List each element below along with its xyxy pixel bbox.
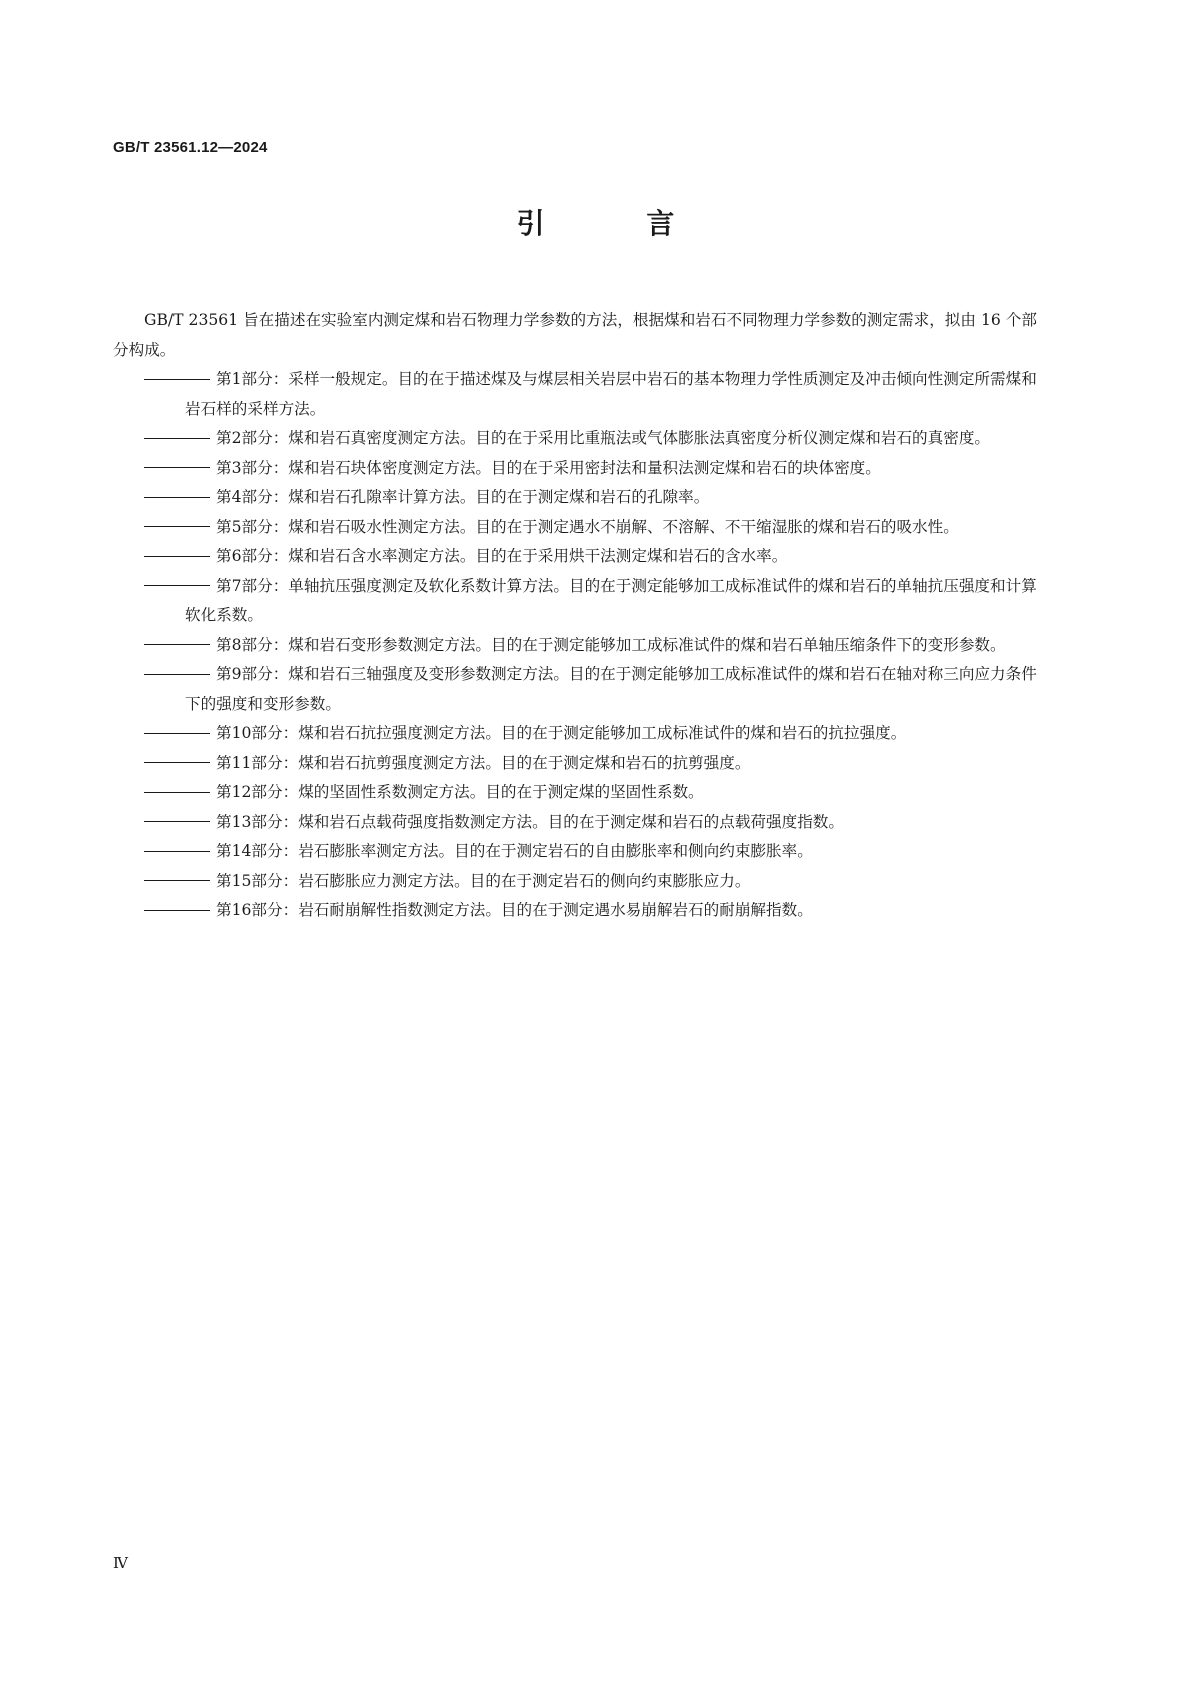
main-content (113, 306, 1043, 926)
list-item (113, 542, 1043, 572)
list-item (113, 513, 1043, 543)
dash-marker (144, 572, 216, 602)
list-item (113, 778, 1043, 808)
dash-marker (144, 749, 216, 779)
list-item (113, 719, 1043, 749)
dash-marker (144, 808, 216, 838)
list-item-text: 第7部分：单轴抗压强度测定及软化系数计算方法。目的在于测定能够加工成标准试件的煤和岩石的单轴抗压强度和计算软化系数。 (185, 576, 1037, 624)
list-item-text: 第13部分：煤和岩石点载荷强度指数测定方法。目的在于测定煤和岩石的点载荷强度指数。 (216, 812, 844, 831)
dash-marker (144, 837, 216, 867)
list-item-text: 第15部分：岩石膨胀应力测定方法。目的在于测定岩石的侧向约束膨胀应力。 (216, 871, 751, 890)
list-item (113, 867, 1043, 897)
list-item-text: 第1部分：采样一般规定。目的在于描述煤及与煤层相关岩层中岩石的基本物理力学性质测定及冲击倾向性测定所需煤和岩石样的采样方法。 (185, 370, 1037, 418)
list-item (113, 572, 1043, 631)
list-item-text: 第16部分：岩石耐崩解性指数测定方法。目的在于测定遇水易崩解岩石的耐崩解指数。 (216, 901, 813, 919)
list-item (113, 424, 1043, 454)
dash-marker (144, 660, 216, 690)
list-item-text: 第12部分：煤的坚固性系数测定方法。目的在于测定煤的坚固性系数。 (216, 783, 704, 801)
list-item-text: 第6部分：煤和岩石含水率测定方法。目的在于采用烘干法测定煤和岩石的含水率。 (216, 547, 788, 565)
list-item (113, 631, 1043, 661)
dash-marker (144, 454, 216, 484)
dash-marker (144, 483, 216, 513)
list-item-text: 第14部分：岩石膨胀率测定方法。目的在于测定岩石的自由膨胀率和侧向约束膨胀率。 (216, 842, 813, 860)
list-item-text: 第5部分：煤和岩石吸水性测定方法。目的在于测定遇水不崩解、不溶解、不干缩湿胀的煤和岩石的吸水性。 (216, 517, 959, 536)
list-item-text: 第2部分：煤和岩石真密度测定方法。目的在于采用比重瓶法或气体膨胀法真密度分析仪测定煤和岩石的真密度。 (216, 429, 991, 447)
document-code: GB/T 23561.12—2024 (113, 139, 268, 156)
list-item (113, 660, 1043, 719)
dash-marker (144, 719, 216, 749)
list-item-text: 第11部分：煤和岩石抗剪强度测定方法。目的在于测定煤和岩石的抗剪强度。 (216, 753, 751, 772)
dash-marker (144, 867, 216, 897)
list-item-text: 第8部分：煤和岩石变形参数测定方法。目的在于测定能够加工成标准试件的煤和岩石单轴压缩条件下的变形参数。 (216, 635, 1006, 654)
dash-marker (144, 365, 216, 395)
list-item (113, 837, 1043, 867)
intro-paragraph: GB/T 23561 旨在描述在实验室内测定煤和岩石物理力学参数的方法，根据煤和岩石不同物理力学参数的测定需求，拟由 16 个部分构成。 (113, 311, 1037, 359)
list-item (113, 365, 1043, 424)
list-item (113, 896, 1043, 926)
list-item-text: 第10部分：煤和岩石抗拉强度测定方法。目的在于测定能够加工成标准试件的煤和岩石的抗拉强度。 (216, 724, 907, 742)
dash-marker (144, 424, 216, 454)
dash-marker (144, 896, 216, 926)
dash-marker (144, 631, 216, 661)
page-number: Ⅳ (113, 1554, 128, 1572)
list-item-text: 第4部分：煤和岩石孔隙率计算方法。目的在于测定煤和岩石的孔隙率。 (216, 488, 710, 506)
dash-marker (144, 513, 216, 543)
list-item (113, 808, 1043, 838)
page-title: 引 言 (516, 207, 721, 240)
dash-marker (144, 778, 216, 808)
list-item-text: 第9部分：煤和岩石三轴强度及变形参数测定方法。目的在于测定能够加工成标准试件的煤和岩石在轴对称三向应力条件下的强度和变形参数。 (185, 665, 1037, 713)
list-item (113, 749, 1043, 779)
list-item (113, 454, 1043, 484)
list-item (113, 483, 1043, 513)
dash-marker (144, 542, 216, 572)
list-item-text: 第3部分：煤和岩石块体密度测定方法。目的在于采用密封法和量积法测定煤和岩石的块体密度。 (216, 458, 881, 477)
parts-list (113, 365, 1043, 926)
